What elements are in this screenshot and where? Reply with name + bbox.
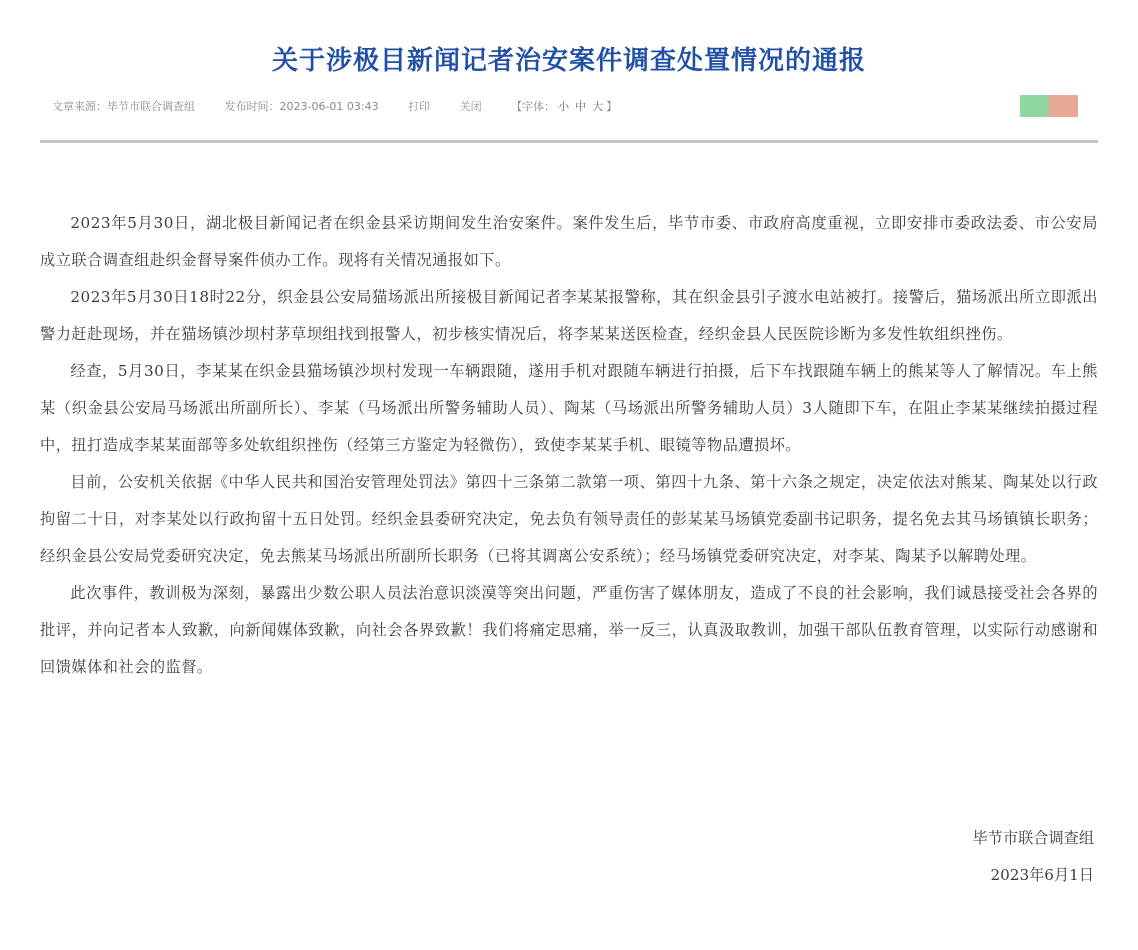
signature-block xyxy=(973,820,1095,894)
page-title: 关于涉极目新闻记者治安案件调查处置情况的通报 xyxy=(271,46,866,76)
article-source: 文章来源：毕节市联合调查组 xyxy=(52,100,195,113)
theme-green-swatch[interactable] xyxy=(1020,95,1049,117)
signature-org: 毕节市联合调查组 xyxy=(972,829,1094,847)
article-body xyxy=(40,205,1098,686)
paragraph: 经查，5月30日，李某某在织金县猫场镇沙坝村发现一车辆跟随，遂用手机对跟随车辆进行拍摄，后下车找跟随车辆上的熊某等人了解情况。车上熊某（织金县公安局马场派出所副所长）、李某（马场派出所警务辅助人员）、陶某（马场派出所警务辅助人员）3人随即下车，在阻止李某某继续拍摄过程中，扭打造成李某某面部等多处软组织挫伤（经第三方鉴定为轻微伤），致使李某某手机、眼镜等物品遭损坏。 xyxy=(40,362,1098,454)
font-size-small[interactable]: 小 xyxy=(558,100,570,113)
theme-pink-swatch[interactable] xyxy=(1049,95,1078,117)
paragraph: 此次事件，教训极为深刻，暴露出少数公职人员法治意识淡漠等突出问题，严重伤害了媒体朋友，造成了不良的社会影响，我们诚恳接受社会各界的批评，并向记者本人致歉，向新闻媒体致歉，向社会各界致歉！我们将痛定思痛，举一反三，认真汲取教训，加强干部队伍教育管理，以实际行动感谢和回馈媒体和社会的监督。 xyxy=(40,584,1098,676)
close-link[interactable]: 关闭 xyxy=(459,100,482,113)
font-size-label: 【字体： xyxy=(511,100,556,113)
font-size-medium[interactable]: 中 xyxy=(575,100,587,113)
font-size-end: 】 xyxy=(606,100,618,113)
paragraph: 2023年5月30日18时22分，织金县公安局猫场派出所接极目新闻记者李某某报警称，其在织金县引子渡水电站被打。接警后，猫场派出所立即派出警力赶赴现场，并在猫场镇沙坝村茅草坝组找到报警人，初步核实情况后，将李某某送医检查，经织金县人民医院诊断为多发性软组织挫伤。 xyxy=(40,288,1098,343)
paragraph: 目前，公安机关依据《中华人民共和国治安管理处罚法》第四十三条第二款第一项、第四十九条、第十六条之规定，决定依法对熊某、陶某处以行政拘留二十日，对李某处以行政拘留十五日处罚。经织金县委研究决定，免去负有领导责任的彭某某马场镇党委副书记职务，提名免去其马场镇镇长职务；经织金县公安局党委研究决定，免去熊某马场派出所副所长职务（已将其调离公安系统）；经马场镇党委研究决定，对李某、陶某予以解聘处理。 xyxy=(40,473,1098,565)
article-meta-bar xyxy=(52,98,617,114)
signature-date: 2023年6月1日 xyxy=(990,866,1094,884)
paragraph: 2023年5月30日，湖北极目新闻记者在织金县采访期间发生治安案件。案件发生后，毕节市委、市政府高度重视，立即安排市委政法委、市公安局成立联合调查组赴织金督导案件侦办工作。现将有关情况通报如下。 xyxy=(40,214,1098,269)
publish-time: 发布时间：2023-06-01 03:43 xyxy=(224,100,379,113)
print-link[interactable]: 打印 xyxy=(408,100,431,113)
font-size-large[interactable]: 大 xyxy=(592,100,604,113)
header-divider xyxy=(40,140,1098,143)
theme-switcher xyxy=(1020,95,1078,117)
font-size-selector xyxy=(511,98,617,114)
